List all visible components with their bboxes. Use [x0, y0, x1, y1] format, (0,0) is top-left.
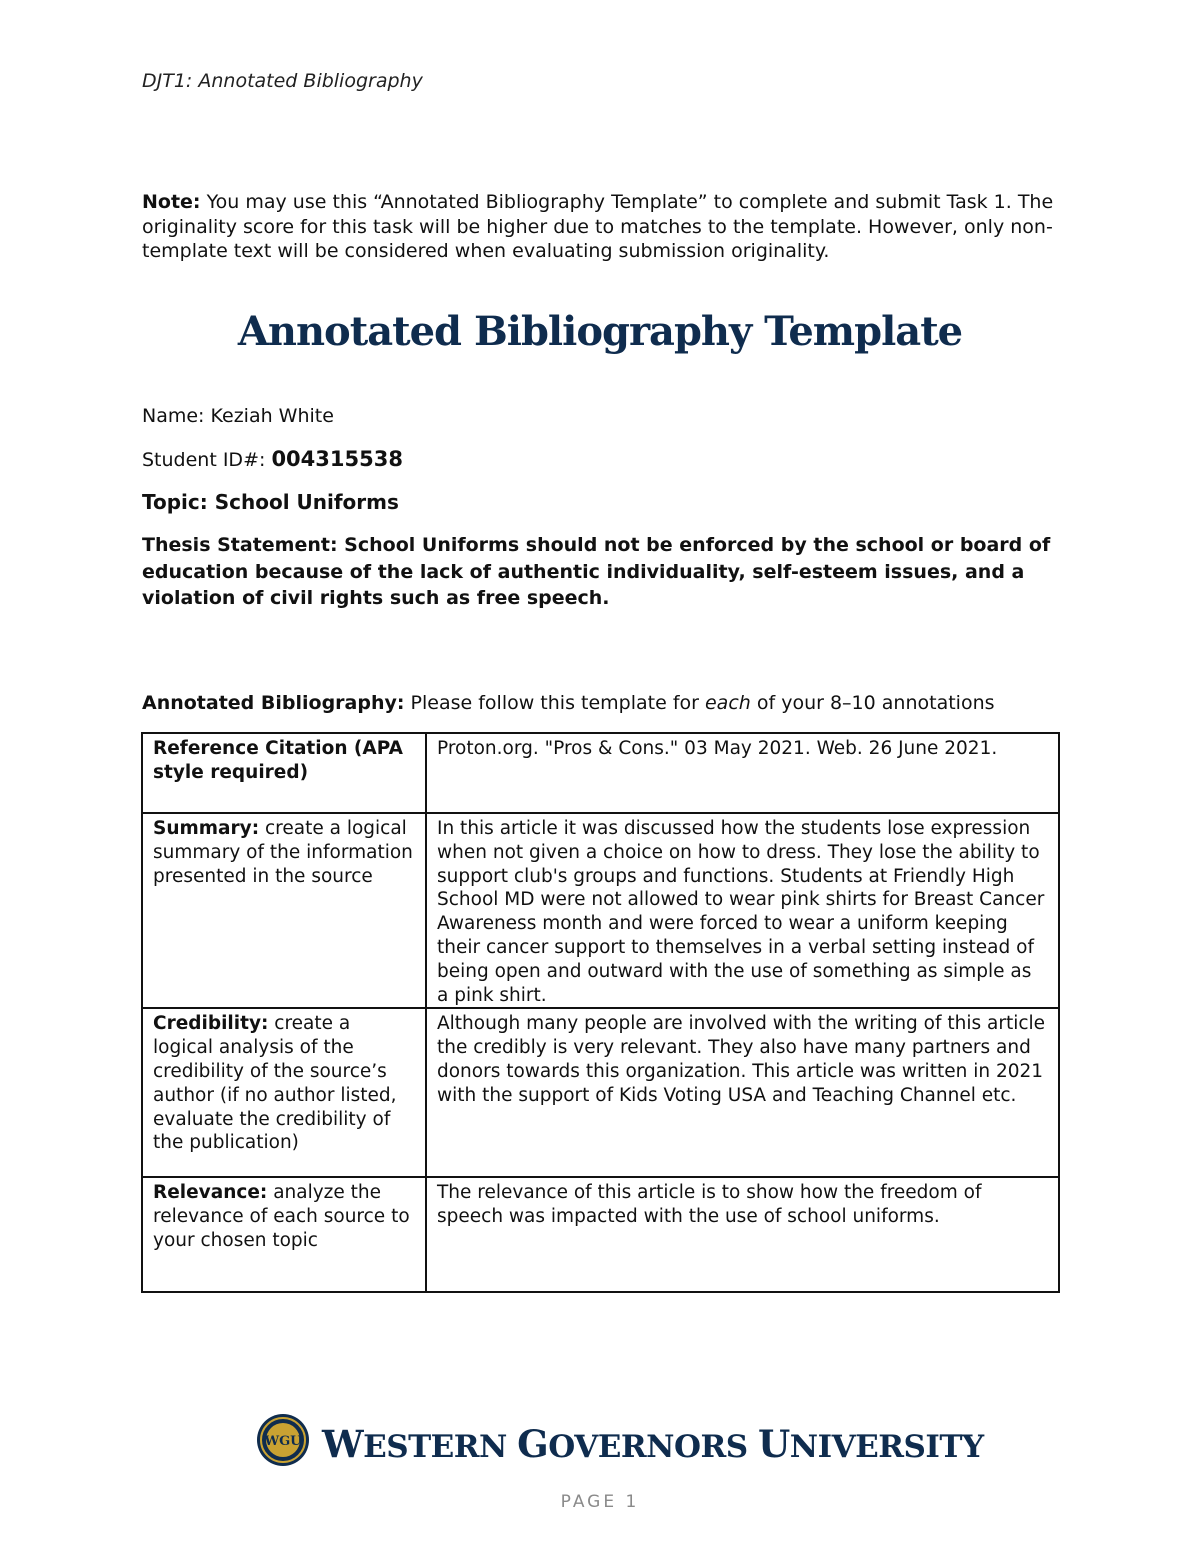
- table-row: [142, 733, 1059, 813]
- id-value: 004315538: [271, 447, 403, 471]
- summary-label-cell: [142, 813, 426, 1008]
- template-note: [142, 190, 1072, 264]
- relevance-label: Relevance:: [153, 1182, 268, 1204]
- running-header: DJT1: Annotated Bibliography: [142, 70, 423, 92]
- topic: Topic: School Uniforms: [142, 490, 399, 514]
- summary-value: In this article it was discussed how the students lose expression when not given a choice on how to dress. They lose the ability to support club's groups and functions. Students at Friendly High School MD were not allowed to wear pink shirts for Breast Cancer Awareness month and were forced to wear a uniform keeping their cancer support to themselves in a verbal setting instead of being open and outward with the use of something as simple as a pink shirt.: [426, 813, 1059, 1008]
- table-row: [142, 813, 1059, 1008]
- seal-letters: WGU: [264, 1434, 302, 1449]
- instruction-post: of your 8–10 annotations: [750, 692, 995, 714]
- university-logo: [256, 1412, 984, 1470]
- id-label: Student ID#:: [142, 449, 272, 471]
- summary-hint: create a logical summary of the information presented in the source: [153, 818, 413, 887]
- note-label: Note:: [142, 191, 201, 213]
- credibility-label: Credibility:: [153, 1013, 269, 1035]
- relevance-value: The relevance of this article is to show how the freedom of speech was impacted with the use of school uniforms.: [426, 1177, 1059, 1292]
- bibliography-intro: [142, 692, 995, 714]
- summary-label: Summary:: [153, 818, 260, 839]
- credibility-value: Although many people are involved with the writing of this article the credibly is very relevant. They also have many partners and donors towards this organization. This article was written in 2021 with the support of Kids Voting USA and Teaching Channel etc.: [426, 1008, 1059, 1177]
- note-text: You may use this “Annotated Bibliography Template” to complete and submit Task 1. The originality score for this task will be higher due to matches to the template. However, only non-template text will be considered when evaluating submission originality.: [142, 191, 1054, 262]
- university-wordmark: WESTERN GOVERNORS UNIVERSITY: [322, 1422, 984, 1466]
- annotation-table: [141, 732, 1060, 1293]
- credibility-label-cell: [142, 1008, 426, 1177]
- table-row: [142, 1177, 1059, 1292]
- relevance-label-cell: [142, 1177, 426, 1292]
- name-label: Name:: [142, 405, 211, 427]
- thesis-statement: Thesis Statement: School Uniforms should not be enforced by the school or board of education because of the lack of authentic individuality, self-esteem issues, and a violation of civil rights such as free speech.: [142, 534, 1051, 609]
- reference-label: Reference Citation (APA style required): [153, 738, 403, 783]
- reference-value: Proton.org. "Pros & Cons." 03 May 2021. Web. 26 June 2021.: [426, 733, 1059, 813]
- reference-label-cell: [142, 733, 426, 813]
- page-number: PAGE 1: [560, 1492, 640, 1512]
- name-value: Keziah White: [210, 405, 334, 427]
- university-seal-icon: [256, 1413, 310, 1467]
- instruction-pre: Please follow this template for: [404, 692, 705, 714]
- instruction-emphasis: each: [704, 692, 751, 714]
- student-name: [142, 405, 334, 427]
- student-id: [142, 447, 403, 471]
- credibility-hint: create a logical analysis of the credibility of the source’s author (if no author listed, evaluate the credibility of the publication): [153, 1013, 397, 1154]
- document-title: Annotated Bibliography Template: [237, 308, 963, 355]
- relevance-hint: analyze the relevance of each source to your chosen topic: [153, 1182, 410, 1251]
- table-row: [142, 1008, 1059, 1177]
- bibliography-label: Annotated Bibliography:: [142, 692, 405, 714]
